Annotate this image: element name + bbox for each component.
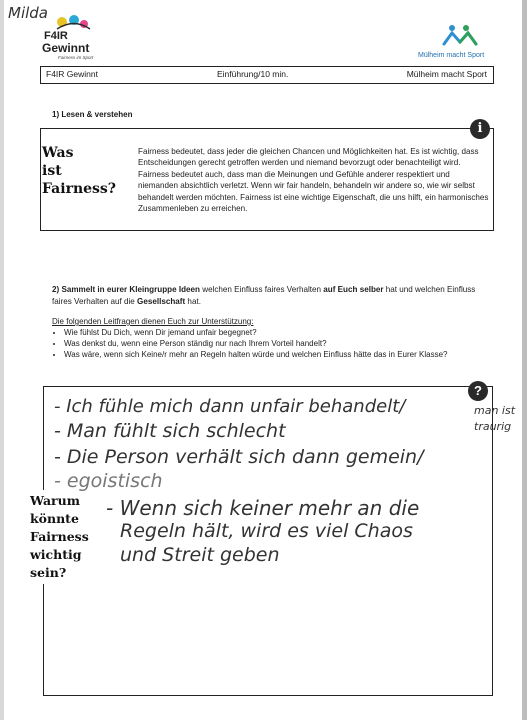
handwritten-line-6: Regeln hält, wird es viel Chaos [120,520,413,542]
scan-right-edge [522,0,527,720]
f4ir-logo [40,14,100,62]
handwritten-line-1: - Ich fühle mich dann unfair behandelt/ [54,396,406,417]
section2-intro-text2: hat und welchen Einfluss faires Verhalten auf die [52,285,476,306]
section2-question-line1: Warum [30,493,80,508]
section1-question-line2: ist [42,163,62,179]
fairness-paragraph: Fairness bedeutet, dass jeder die gleichen Chancen und Möglichkeiten hat. Es ist wichtig, dass Entscheidungen gerecht getroffen werden und niemand bevorzugt oder benachteiligt wird. Fairness bedeutet auch, dass man die Meinungen und Gefühle anderer respektiert und niemanden absichtlich verletzt. Wenn wir fair handeln, behandeln wir andere so, wie wir selbst behandelt werden möchten. Fairness ist eine wichtige Eigenschaft, die uns hilft, ein harmonisches Zusammenleben zu erreichen. [138,147,489,214]
info-icon-glyph: i [477,121,483,136]
handwritten-line-3: - Die Person verhält sich dann gemein/ [54,446,424,468]
f4ir-logo-tagline: Fairness im Sport [58,55,94,60]
scan-left-edge [0,0,4,720]
handwritten-line-1c: traurig [474,420,512,433]
section2-intro-bold3: Gesellschaft [137,296,186,306]
section2-intro-text3: hat. [185,296,201,306]
section1-question-line3: Fairness? [42,181,116,197]
section2-question [28,490,93,584]
handwritten-line-1b: man ist [474,404,516,417]
guide-question-1: • Wie fühlst Du Dich, wenn Dir jemand unfair begegnet? [64,327,464,338]
section2-question-line3: Fairness [30,529,89,544]
section2-intro-text1: welchen Einfluss faires Verhalten [199,285,324,294]
section2-question-line4: wichtig [30,547,82,562]
guide-title: Die folgenden Leitfragen dienen Euch zur Unterstützung: [52,317,254,326]
student-name: Milda [8,4,48,22]
handwritten-line-4: - egoistisch [54,470,163,492]
guide-question-3: • Was wäre, wenn sich Keine/r mehr an Regeln halten würde und welchen Einfluss hätte das in Eurer Klasse? [64,349,464,360]
section2-intro [52,284,492,307]
section2-question-line2: könnte [30,511,79,526]
f4ir-logo-line2: Gewinnt [42,41,90,55]
guide-questions [52,327,464,360]
handwritten-line-5: - Wenn sich keiner mehr an die [106,496,420,520]
handwritten-line-7: und Streit geben [120,544,280,566]
help-icon [468,381,488,401]
help-icon-glyph: ? [474,383,482,398]
section1-question [42,144,120,198]
info-icon [470,119,490,139]
header-bar [40,66,494,84]
header-left: F4IR Gewinnt [46,69,98,79]
muelheim-logo-icon [440,24,480,46]
header-right: Mülheim macht Sport [406,69,487,79]
muelheim-logo-text: Mülheim macht Sport [418,52,485,59]
section2-question-line5: sein? [30,565,67,580]
handwritten-line-2: - Man fühlt sich schlecht [54,420,286,442]
f4ir-logo-line1: F4IR [44,30,68,42]
guide-question-2: • Was denkst du, wenn eine Person ständig nur nach Ihrem Vorteil handelt? [64,338,464,349]
section2-intro-bold2: auf Euch selber [323,285,384,294]
section1-heading: 1) Lesen & verstehen [52,110,133,119]
section1-question-line1: Was [42,145,74,161]
muelheim-logo [418,24,498,64]
section2-intro-bold1: 2) Sammelt in eurer Kleingruppe Ideen [52,285,200,294]
header-center: Einführung/10 min. [217,69,289,79]
